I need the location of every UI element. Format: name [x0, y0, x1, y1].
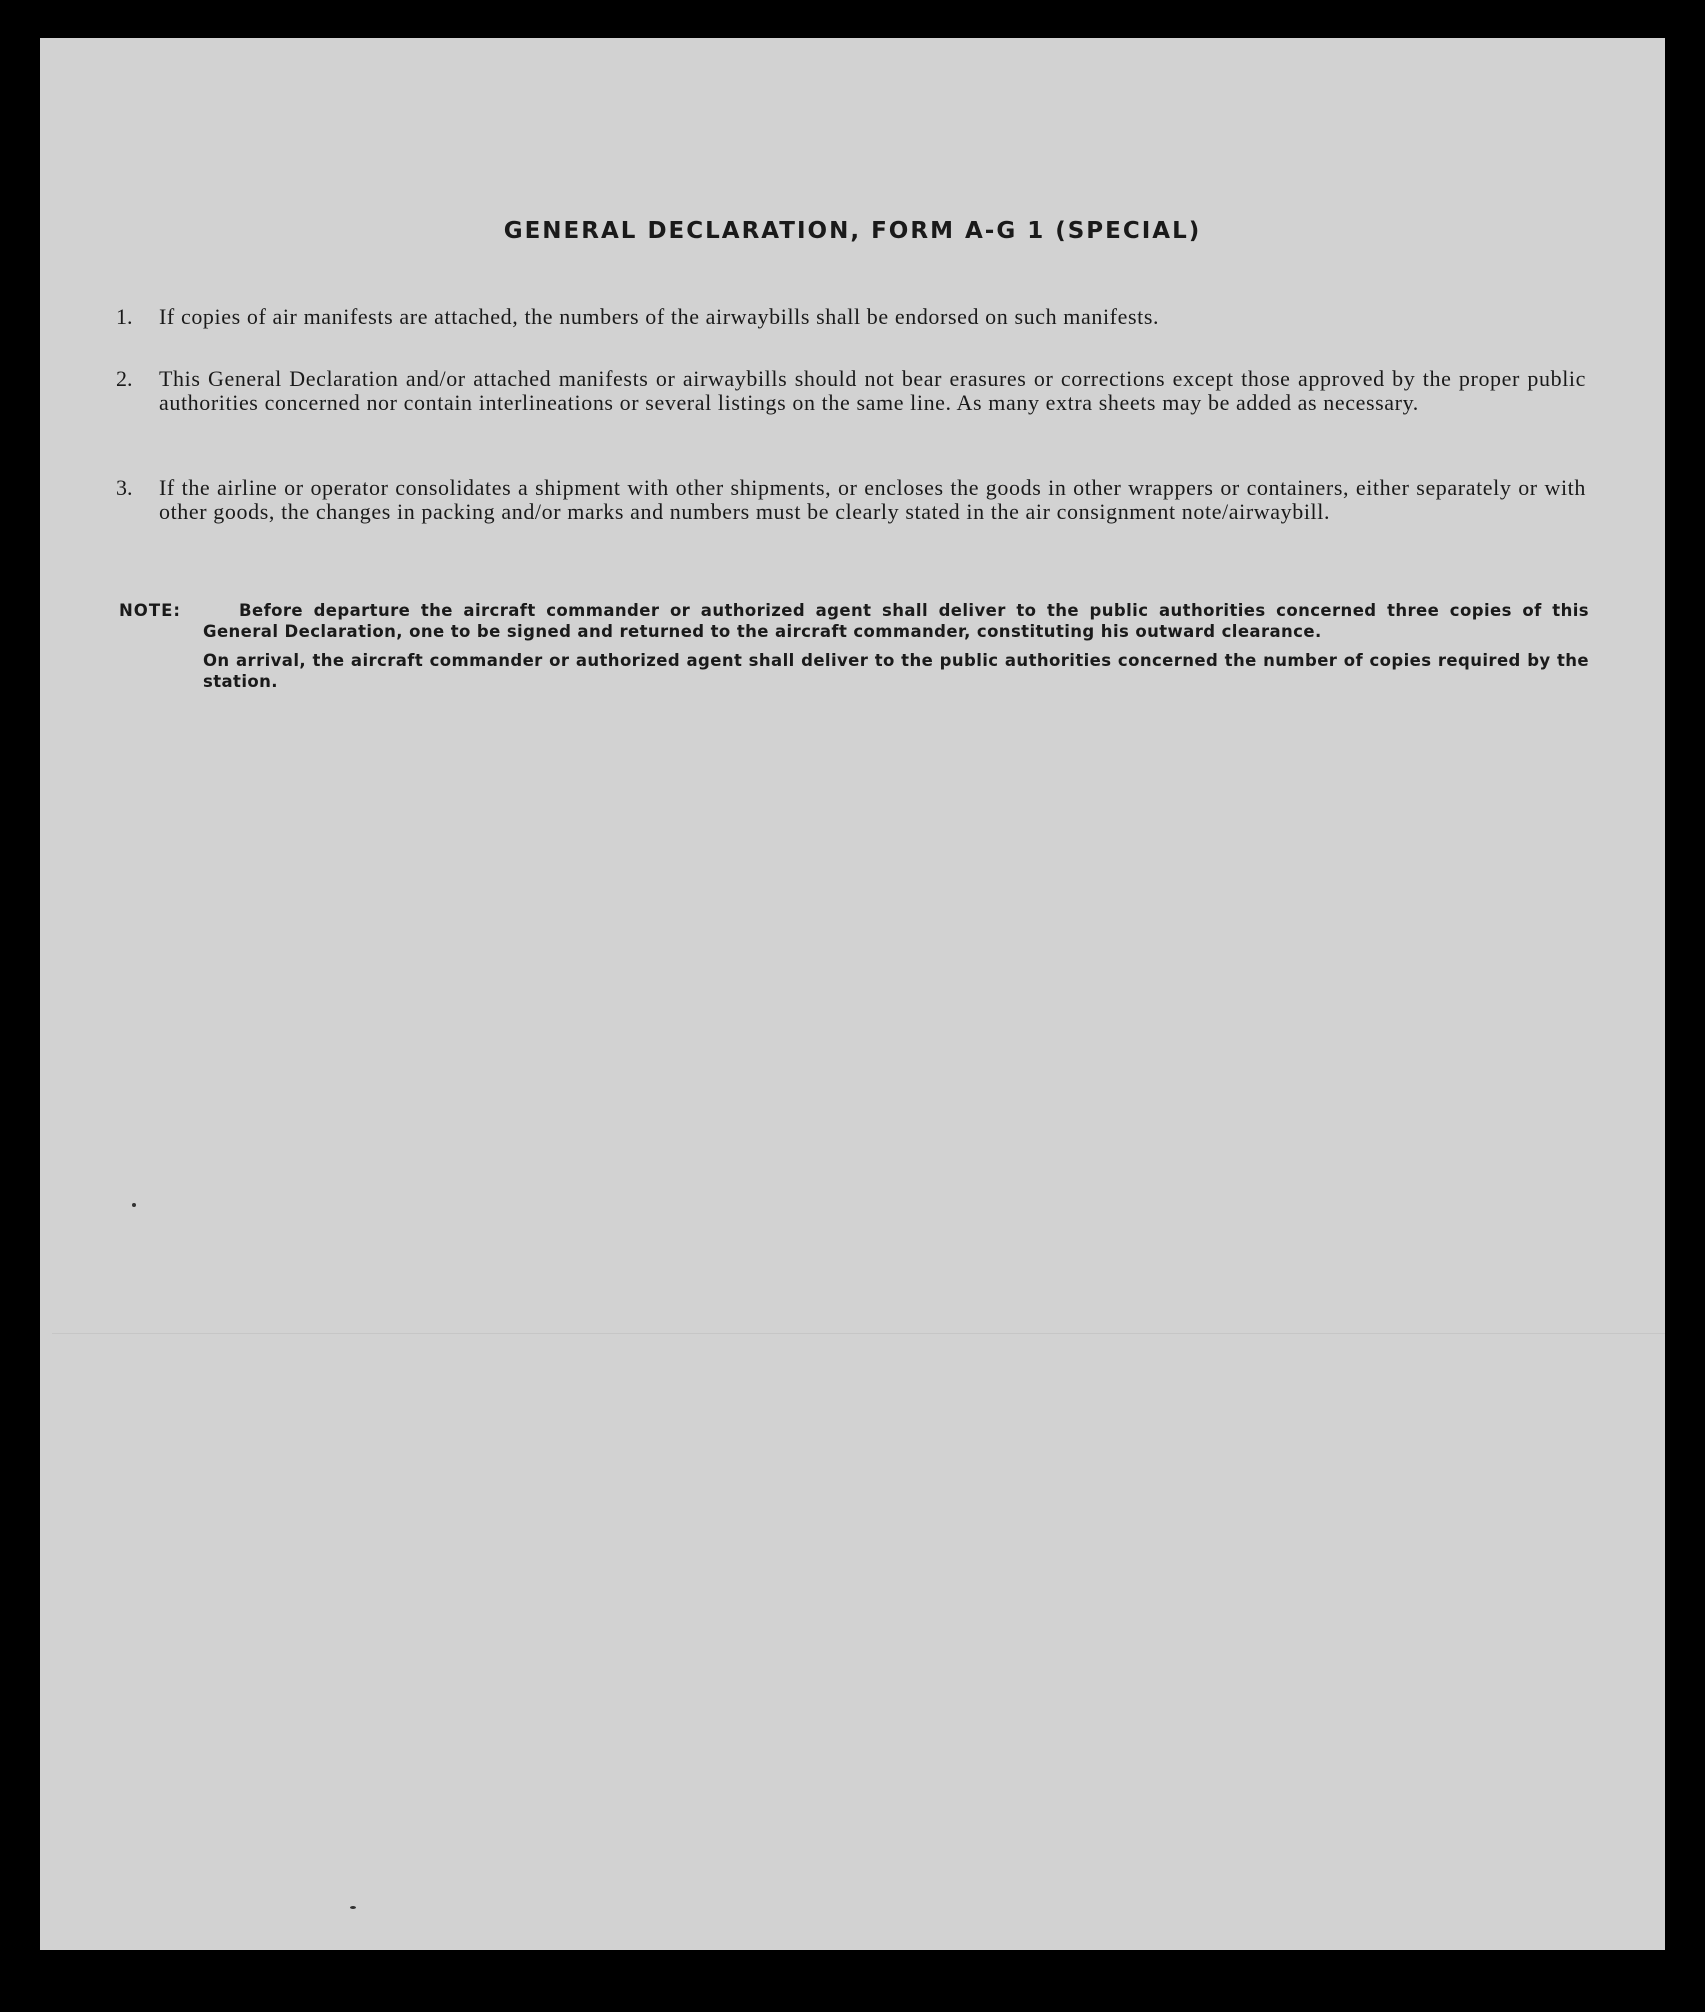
note-paragraph-departure: Before departure the aircraft commander or authorized agent shall deliver to the public authorities concerned three copies of this General Declaration, one to be signed and returned to the aircraft commander, constituting his outward clearance.	[203, 601, 1589, 641]
note-label: NOTE:	[119, 601, 181, 620]
document-title: GENERAL DECLARATION, FORM A-G 1 (SPECIAL)	[503, 218, 1202, 244]
note-section	[119, 600, 1589, 692]
item-number: 3.	[116, 475, 133, 500]
item-text: This General Declaration and/or attached manifests or airwaybills should not bear erasures or corrections except those approved by the proper public authorities concerned nor contain interlineations or several listings on the same line. As many extra sheets may be added as necessary.	[159, 366, 1586, 415]
scan-speck	[132, 1203, 136, 1207]
scan-speck	[350, 1906, 356, 1909]
instruction-item-2	[116, 367, 1586, 415]
fold-line	[52, 1333, 1665, 1334]
document-page	[40, 38, 1665, 1950]
instruction-item-1	[116, 305, 1586, 329]
item-number: 1.	[116, 304, 133, 329]
instruction-item-3	[116, 476, 1586, 524]
item-text: If copies of air manifests are attached, the numbers of the airwaybills shall be endorsed on such manifests.	[159, 304, 1160, 329]
note-paragraph-arrival: On arrival, the aircraft commander or authorized agent shall deliver to the public authorities concerned the number of copies required by the station.	[203, 651, 1589, 691]
item-text: If the airline or operator consolidates a shipment with other shipments, or encloses the goods in other wrappers or containers, either separately or with other goods, the changes in packing and/or marks and numbers must be clearly stated in the air consignment note/airwaybill.	[159, 475, 1586, 524]
item-number: 2.	[116, 366, 133, 391]
